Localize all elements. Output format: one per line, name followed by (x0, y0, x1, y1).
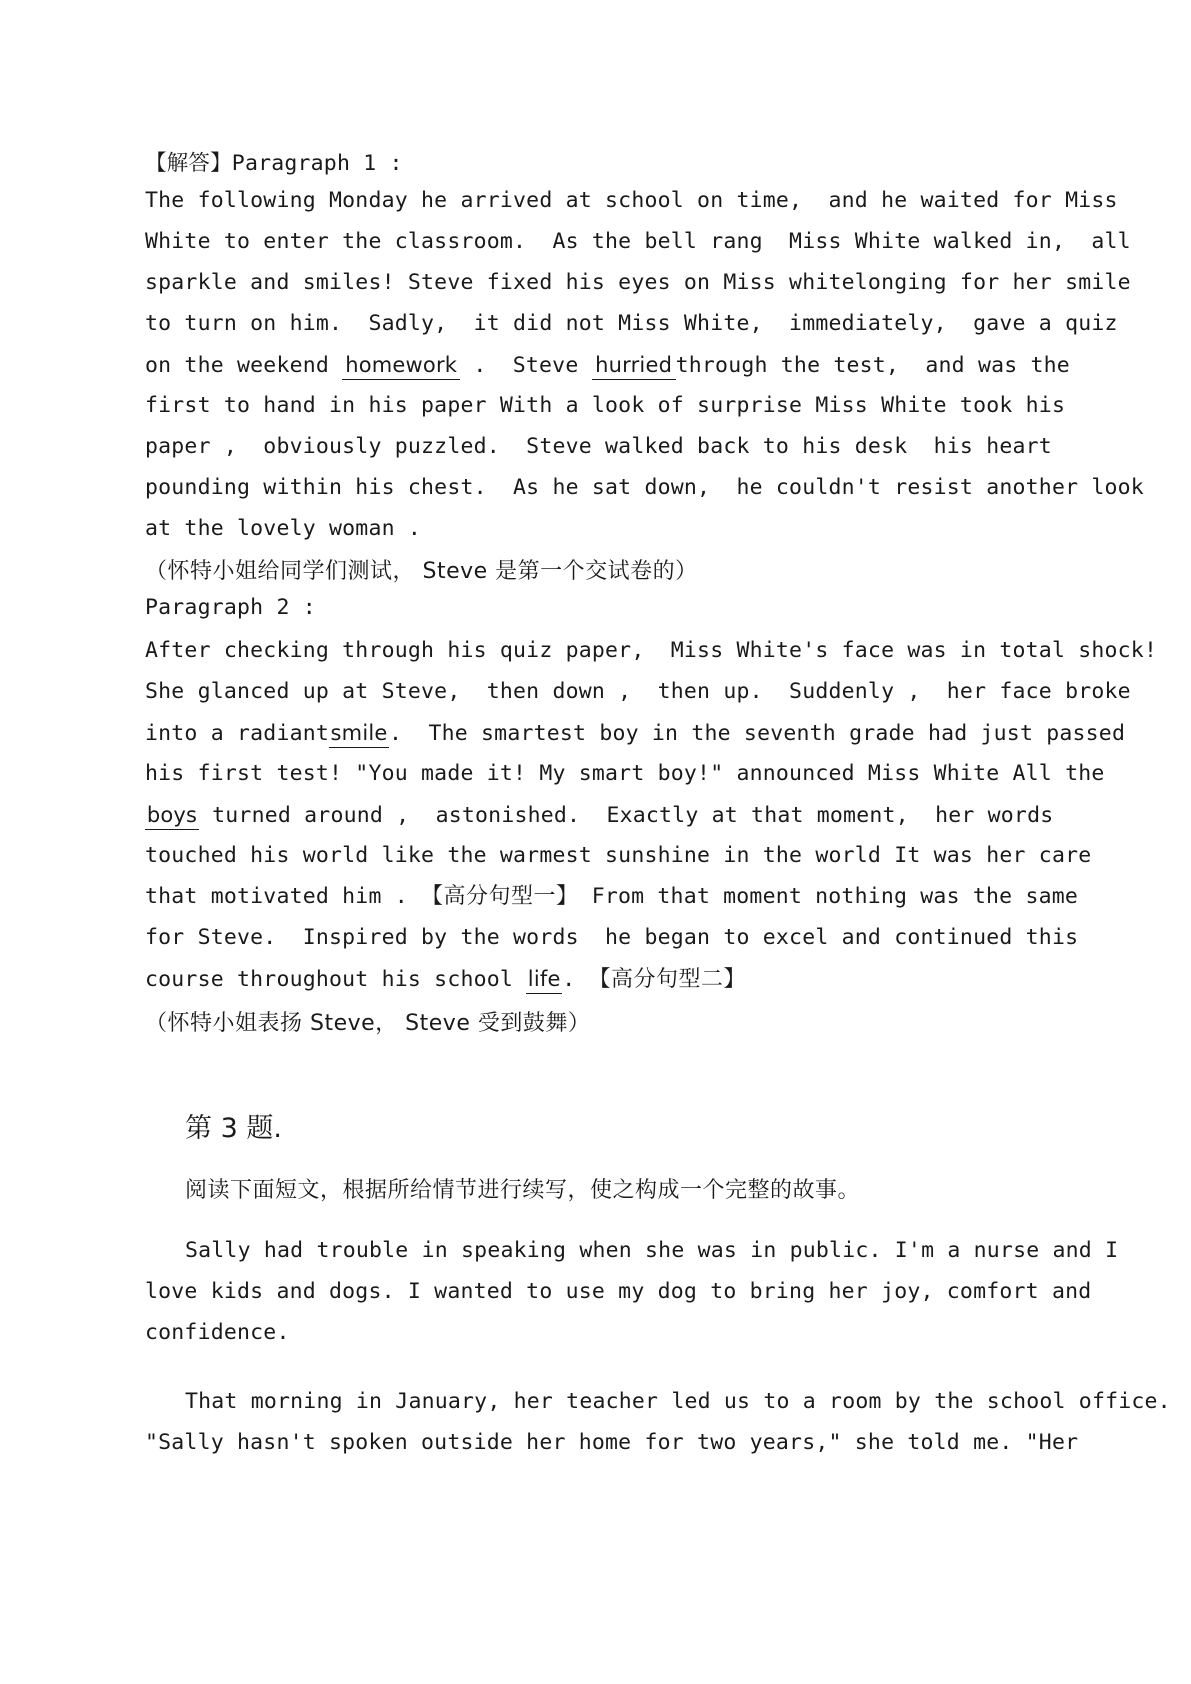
p2-line-8: for Steve. Inspired by the words he began to excel and continued this (145, 925, 1079, 950)
blank-answer-homework: homework (342, 351, 460, 380)
p1-line-5-text-b: . Steve (460, 353, 592, 378)
p2-line-1: After checking through his quiz paper, Miss White's face was in total shock! (145, 638, 1158, 663)
question-3-title: 第 3 题. (185, 1113, 282, 1144)
q3-para1-line-1: Sally had trouble in speaking when she was in public. I'm a nurse and I (185, 1238, 1119, 1263)
p1-line-4: to turn on him. Sadly, it did not Miss White, immediately, gave a quiz (145, 311, 1118, 336)
p2-line-9-text-b: . (562, 967, 589, 992)
paragraph-2-heading: Paragraph 2 : (145, 595, 316, 620)
p1-line-3: sparkle and smiles! Steve fixed his eyes on Miss whitelonging for her smile (145, 270, 1131, 295)
question-3-instruction: 阅读下面短文，根据所给情节进行续写，使之构成一个完整的故事。 (185, 1178, 861, 1203)
blank-answer-boys: boys (145, 801, 199, 830)
p2-line-5 (145, 801, 1053, 830)
p2-line-6: touched his world like the warmest sunshine in the world It was her care (145, 843, 1092, 868)
paragraph-1-note: （怀特小姐给同学们测试， Steve 是第一个交试卷的） (145, 559, 698, 584)
p2-line-9 (145, 965, 746, 994)
p1-line-8: pounding within his chest. As he sat down, he couldn't resist another look (145, 475, 1144, 500)
paragraph-1-heading: 【解答】Paragraph 1 : (145, 151, 403, 176)
p2-line-2: She glanced up at Steve, then down , then up. Suddenly , her face broke (145, 679, 1131, 704)
blank-answer-hurried: hurried (592, 351, 676, 380)
p2-line-7-text-b: From that moment nothing was the same (578, 884, 1079, 909)
p1-line-2: White to enter the classroom. As the bell rang Miss White walked in, all (145, 229, 1131, 254)
blank-answer-life: life (526, 965, 562, 994)
paragraph-2-note: （怀特小姐表扬 Steve， Steve 受到鼓舞） (145, 1011, 591, 1036)
p2-line-3-text-a: into a radiant (145, 721, 330, 746)
p1-line-7: paper , obviously puzzled. Steve walked back to his desk his heart (145, 434, 1052, 459)
p2-line-3-text-b: . The smartest boy in the seventh grade had just passed (389, 721, 1126, 746)
p2-line-9-text-a: course throughout his school (145, 967, 527, 992)
q3-para2-line-1: That morning in January, her teacher led us to a room by the school office. (185, 1389, 1171, 1414)
q3-para2-line-2: "Sally hasn't spoken outside her home for two years," she told me. "Her (145, 1430, 1079, 1455)
q3-para1-line-3: confidence. (145, 1320, 290, 1345)
high-score-sentence-tag-2: 【高分句型二】 (588, 967, 746, 992)
p2-line-4: his first test! "You made it! My smart boy!" announced Miss White All the (145, 761, 1105, 786)
p1-line-6: first to hand in his paper With a look of surprise Miss White took his (145, 393, 1066, 418)
p1-line-9: at the lovely woman . (145, 516, 422, 541)
p2-line-7-text-a: that motivated him . (145, 884, 422, 909)
q3-para1-line-2: love kids and dogs. I wanted to use my dog to bring her joy, comfort and (145, 1279, 1092, 1304)
p1-line-5-text-c: through the test, and was the (675, 353, 1070, 378)
blank-answer-smile: smile (329, 719, 389, 748)
p2-line-3 (145, 719, 1125, 748)
p2-line-7 (145, 883, 1078, 911)
p1-line-5-text-a: on the weekend (145, 353, 343, 378)
high-score-sentence-tag-1: 【高分句型一】 (421, 884, 579, 909)
p1-line-1: The following Monday he arrived at school on time, and he waited for Miss (145, 188, 1118, 213)
p1-line-5 (145, 351, 1070, 380)
p2-line-5-text-b: turned around , astonished. Exactly at that moment, her words (199, 803, 1054, 828)
